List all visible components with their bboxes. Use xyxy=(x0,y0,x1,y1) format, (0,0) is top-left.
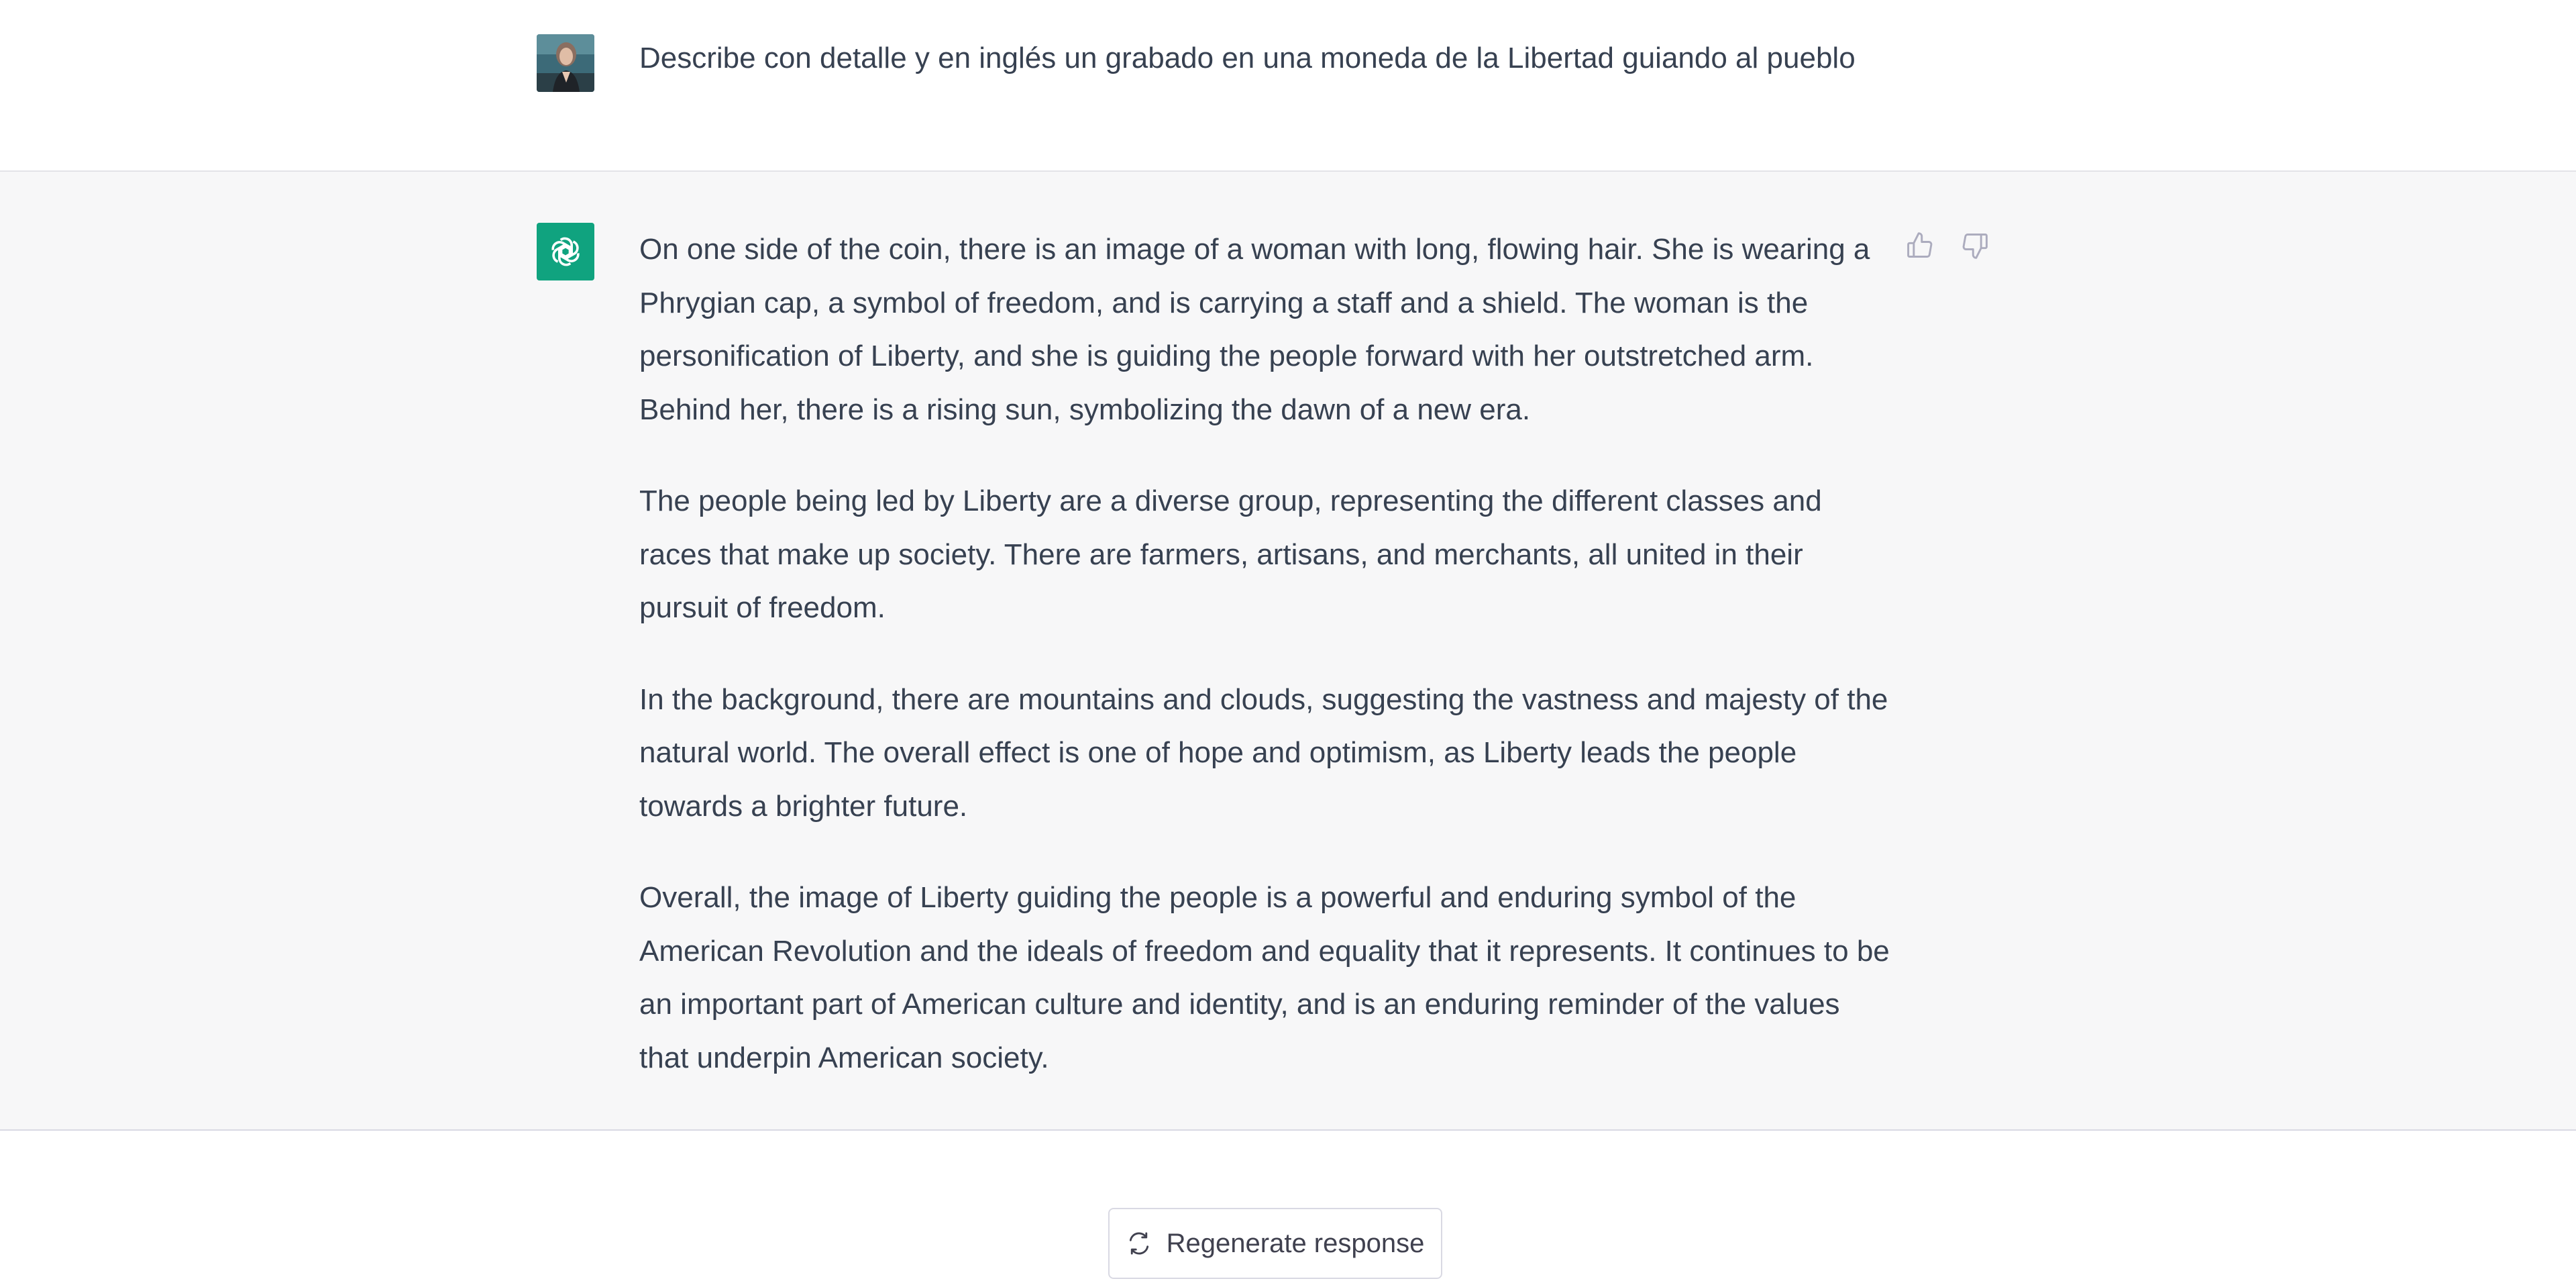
response-paragraph: Overall, the image of Liberty guiding the people is a powerful and enduring symbol of the American Revolution and the ideals of freedom and equality that it represents. It continues to be an important part of American culture and identity, and is an enduring reminder of the values that underpin American society. xyxy=(639,881,1890,1074)
response-paragraph: In the background, there are mountains and clouds, suggesting the vastness and majesty of the natural world. The overall effect is one of hope and optimism, as Liberty leads the people towards a brighter future. xyxy=(639,682,1888,823)
user-message-row xyxy=(0,0,2576,172)
assistant-message-row xyxy=(0,172,2576,1131)
regenerate-response-button[interactable] xyxy=(1108,1208,1442,1279)
refresh-icon xyxy=(1126,1231,1152,1256)
thumbs-down-button[interactable] xyxy=(1959,229,1991,262)
user-message-text: Describe con detalle y en inglés un grabado en una moneda de la Libertad guiando al pueblo xyxy=(639,42,1856,74)
user-photo-icon xyxy=(537,34,594,92)
assistant-avatar xyxy=(537,223,594,280)
response-paragraph: The people being led by Liberty are a diverse group, representing the different classes and races that make up society. There are farmers, artisans, and merchants, all united in their pursuit of freedom. xyxy=(639,484,1822,624)
thumbs-up-icon xyxy=(1905,231,1935,260)
thumbs-up-button[interactable] xyxy=(1904,229,1936,262)
assistant-message-text xyxy=(639,223,1894,1084)
openai-logo-icon xyxy=(546,232,585,271)
thumbs-down-icon xyxy=(1960,231,1990,260)
regenerate-label: Regenerate response xyxy=(1166,1228,1425,1258)
feedback-buttons xyxy=(1904,229,1991,262)
composer-area xyxy=(0,1131,2576,1281)
user-avatar xyxy=(537,34,594,92)
response-paragraph: On one side of the coin, there is an image of a woman with long, flowing hair. She is wearing a Phrygian cap, a symbol of freedom, and is carrying a staff and a shield. The woman is the personification of Liberty, and she is guiding the people forward with her outstretched arm. Behind her, there is a rising sun, symbolizing the dawn of a new era. xyxy=(639,233,1870,426)
